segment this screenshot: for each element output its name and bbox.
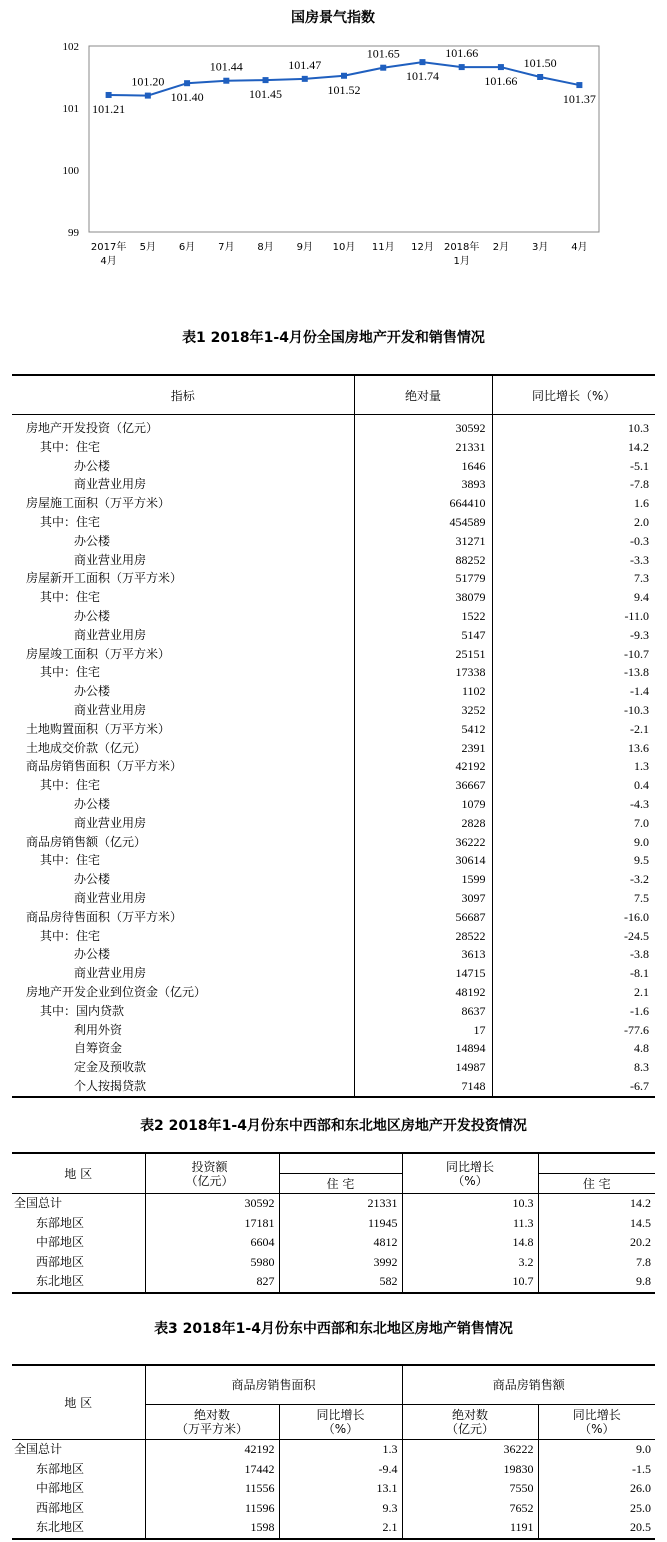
table2-header-blank2 xyxy=(538,1153,655,1174)
row-absolute: 30592 xyxy=(354,415,492,438)
data-point xyxy=(576,82,582,88)
row-growth: -3.3 xyxy=(492,551,655,570)
row-label: 利用外资 xyxy=(74,1022,123,1037)
table-row xyxy=(12,588,655,607)
row-absolute: 38079 xyxy=(354,588,492,607)
table2-title: 表2 2018年1-4月份东中西部和东北地区房地产开发投资情况 xyxy=(140,1118,527,1134)
residential: 582 xyxy=(279,1272,402,1293)
row-growth: 9.5 xyxy=(492,851,655,870)
sales: 19830 xyxy=(402,1460,538,1480)
table-row xyxy=(12,513,655,532)
growth: 11.3 xyxy=(402,1214,538,1234)
row-growth: 9.4 xyxy=(492,588,655,607)
row-growth: 1.6 xyxy=(492,494,655,513)
data-label: 101.45 xyxy=(249,87,283,102)
y-tick-label: 102 xyxy=(62,41,79,53)
data-point xyxy=(145,93,151,99)
y-tick-label: 101 xyxy=(62,103,79,115)
table-row xyxy=(12,1039,655,1058)
row-growth: -3.2 xyxy=(492,870,655,889)
table-row xyxy=(12,1253,655,1273)
region: 东部地区 xyxy=(36,1461,85,1476)
region: 东部地区 xyxy=(36,1215,85,1230)
x-tick-label: 10月 xyxy=(332,242,356,253)
row-absolute: 2828 xyxy=(354,814,492,833)
x-tick-label: 4月 xyxy=(571,242,588,253)
table-row xyxy=(12,682,655,701)
row-growth: 8.3 xyxy=(492,1058,655,1077)
row-label: 其中：住宅 xyxy=(40,514,101,529)
table-row xyxy=(12,415,655,438)
row-growth: 14.2 xyxy=(492,438,655,457)
invest: 5980 xyxy=(145,1253,279,1273)
data-point xyxy=(341,73,347,79)
area: 11556 xyxy=(145,1479,279,1499)
row-growth: 10.3 xyxy=(492,415,655,438)
residential: 21331 xyxy=(279,1194,402,1214)
sales-growth: 26.0 xyxy=(538,1479,655,1499)
area-growth: 13.1 xyxy=(279,1479,402,1499)
data-label: 101.40 xyxy=(170,90,204,105)
row-growth: -6.7 xyxy=(492,1077,655,1097)
x-tick-label: 7月 xyxy=(218,242,235,253)
row-absolute: 56687 xyxy=(354,908,492,927)
area-growth: 2.1 xyxy=(279,1518,402,1539)
table-row xyxy=(12,1021,655,1040)
growth: 10.7 xyxy=(402,1272,538,1293)
region: 全国总计 xyxy=(14,1442,63,1456)
row-growth: -10.3 xyxy=(492,701,655,720)
x-tick-label: 9月 xyxy=(296,242,313,253)
y-tick-label: 99 xyxy=(68,227,79,239)
row-growth: -1.6 xyxy=(492,1002,655,1021)
row-growth: 7.3 xyxy=(492,569,655,588)
residential-growth: 20.2 xyxy=(538,1233,655,1253)
row-absolute: 36667 xyxy=(354,776,492,795)
table-row xyxy=(12,851,655,870)
row-label: 定金及预收款 xyxy=(74,1060,147,1075)
row-absolute: 3613 xyxy=(354,945,492,964)
row-label: 其中：住宅 xyxy=(40,590,101,605)
x-tick-label: 12月 xyxy=(411,242,434,253)
data-point xyxy=(184,80,190,86)
table-row xyxy=(12,908,655,927)
table-row xyxy=(12,475,655,494)
residential: 3992 xyxy=(279,1253,402,1273)
data-label: 101.66 xyxy=(445,46,479,61)
table-row xyxy=(12,1499,655,1519)
table-row xyxy=(12,701,655,720)
row-label: 其中：住宅 xyxy=(40,928,101,943)
sales: 36222 xyxy=(402,1440,538,1460)
sales: 7652 xyxy=(402,1499,538,1519)
table-row xyxy=(12,569,655,588)
row-label: 其中：住宅 xyxy=(40,778,101,793)
row-growth: 7.0 xyxy=(492,814,655,833)
row-growth: 4.8 xyxy=(492,1039,655,1058)
table1-header-indicator: 指标 xyxy=(12,375,354,415)
table2-header-invest: 投资额 （亿元） xyxy=(145,1153,279,1194)
table-row xyxy=(12,870,655,889)
table-row xyxy=(12,833,655,852)
row-growth: -10.7 xyxy=(492,645,655,664)
row-label: 个人按揭贷款 xyxy=(74,1078,147,1093)
sales-growth: 9.0 xyxy=(538,1440,655,1460)
region: 全国总计 xyxy=(14,1196,63,1210)
row-absolute: 1646 xyxy=(354,457,492,476)
area: 17442 xyxy=(145,1460,279,1480)
row-label: 自筹资金 xyxy=(74,1041,123,1056)
residential-growth: 7.8 xyxy=(538,1253,655,1273)
invest: 30592 xyxy=(145,1194,279,1214)
row-absolute: 48192 xyxy=(354,983,492,1002)
table3 xyxy=(12,1364,655,1540)
row-growth: 2.0 xyxy=(492,513,655,532)
row-label: 办公楼 xyxy=(74,684,111,699)
row-absolute: 17 xyxy=(354,1021,492,1040)
table-row xyxy=(12,532,655,551)
table-row xyxy=(12,720,655,739)
table3-header-growth-sales: 同比增长 （%） xyxy=(538,1405,655,1440)
line-chart xyxy=(0,0,667,280)
residential: 11945 xyxy=(279,1214,402,1234)
x-tick-label: 3月 xyxy=(531,242,549,253)
row-label: 办公楼 xyxy=(74,872,111,887)
index-chart xyxy=(0,0,667,280)
row-label: 办公楼 xyxy=(74,947,111,962)
row-absolute: 1079 xyxy=(354,795,492,814)
region: 东北地区 xyxy=(36,1274,85,1288)
area: 11596 xyxy=(145,1499,279,1519)
row-label: 办公楼 xyxy=(74,533,111,548)
table-row xyxy=(12,1440,655,1460)
growth: 3.2 xyxy=(402,1253,538,1273)
table-row xyxy=(12,494,655,513)
table3-header-region: 地 区 xyxy=(12,1365,145,1440)
x-tick-label: 6月 xyxy=(178,242,196,253)
row-absolute: 3097 xyxy=(354,889,492,908)
sales-growth: -1.5 xyxy=(538,1460,655,1480)
area: 42192 xyxy=(145,1440,279,1460)
table-row xyxy=(12,1077,655,1097)
table3-header-abs-sales: 绝对数 （亿元） xyxy=(402,1405,538,1440)
residential-growth: 9.8 xyxy=(538,1272,655,1293)
row-absolute: 30614 xyxy=(354,851,492,870)
data-point xyxy=(459,64,465,70)
row-absolute: 2391 xyxy=(354,739,492,758)
row-growth: -4.3 xyxy=(492,795,655,814)
row-absolute: 7148 xyxy=(354,1077,492,1097)
row-label: 土地成交价款（亿元） xyxy=(26,740,147,755)
table-row xyxy=(12,1233,655,1253)
row-absolute: 31271 xyxy=(354,532,492,551)
invest: 827 xyxy=(145,1272,279,1293)
row-growth: -16.0 xyxy=(492,908,655,927)
table3-header-growth-area: 同比增长 （%） xyxy=(279,1405,402,1440)
row-growth: -7.8 xyxy=(492,475,655,494)
row-absolute: 14715 xyxy=(354,964,492,983)
residential: 4812 xyxy=(279,1233,402,1253)
row-label: 商业营业用房 xyxy=(74,966,147,981)
x-tick-label: 11月 xyxy=(371,242,395,253)
table3-header-area: 商品房销售面积 xyxy=(145,1365,402,1405)
row-label: 房屋新开工面积（万平方米） xyxy=(26,571,183,586)
row-absolute: 88252 xyxy=(354,551,492,570)
sales-growth: 25.0 xyxy=(538,1499,655,1519)
table-row xyxy=(12,457,655,476)
table-row xyxy=(12,889,655,908)
region: 中部地区 xyxy=(36,1235,85,1249)
table3-header-sales: 商品房销售额 xyxy=(402,1365,655,1405)
region: 中部地区 xyxy=(36,1481,85,1495)
data-point xyxy=(263,77,269,83)
table-row xyxy=(12,1460,655,1480)
table-row xyxy=(12,626,655,645)
data-point xyxy=(106,92,112,98)
row-growth: -3.8 xyxy=(492,945,655,964)
row-growth: -5.1 xyxy=(492,457,655,476)
x-tick-label: 8月 xyxy=(257,242,274,253)
row-growth: -24.5 xyxy=(492,927,655,946)
data-label: 101.66 xyxy=(484,74,518,89)
table-row xyxy=(12,776,655,795)
sales: 7550 xyxy=(402,1479,538,1499)
table-row xyxy=(12,1518,655,1539)
row-label: 商品房销售额（亿元） xyxy=(26,834,147,849)
row-absolute: 454589 xyxy=(354,513,492,532)
invest: 17181 xyxy=(145,1214,279,1234)
table1-header-growth: 同比增长（%） xyxy=(492,375,655,415)
table2-header-residential: 住 宅 xyxy=(279,1174,402,1194)
row-growth: -2.1 xyxy=(492,720,655,739)
row-absolute: 28522 xyxy=(354,927,492,946)
table-row xyxy=(12,1272,655,1293)
row-absolute: 51779 xyxy=(354,569,492,588)
table1-title: 表1 2018年1-4月份全国房地产开发和销售情况 xyxy=(182,330,485,346)
row-label: 商业营业用房 xyxy=(74,477,147,492)
row-absolute: 8637 xyxy=(354,1002,492,1021)
region: 东北地区 xyxy=(36,1520,85,1534)
data-label: 101.21 xyxy=(92,101,126,116)
table-row xyxy=(12,645,655,664)
row-growth: 0.4 xyxy=(492,776,655,795)
row-absolute: 1522 xyxy=(354,607,492,626)
row-absolute: 3252 xyxy=(354,701,492,720)
table2-header-growth: 同比增长 （%） xyxy=(402,1153,538,1194)
row-growth: -8.1 xyxy=(492,964,655,983)
row-absolute: 664410 xyxy=(354,494,492,513)
row-label: 其中：住宅 xyxy=(40,665,101,680)
row-growth: 1.3 xyxy=(492,757,655,776)
residential-growth: 14.2 xyxy=(538,1194,655,1214)
x-tick-label: 5月 xyxy=(139,242,157,253)
data-point xyxy=(380,65,386,71)
row-label: 房屋施工面积（万平方米） xyxy=(26,496,171,511)
data-label: 101.50 xyxy=(523,56,557,70)
row-absolute: 17338 xyxy=(354,663,492,682)
row-growth: -9.3 xyxy=(492,626,655,645)
row-absolute: 14987 xyxy=(354,1058,492,1077)
row-label: 商业营业用房 xyxy=(74,702,147,717)
row-label: 商业营业用房 xyxy=(74,890,147,905)
x-tick-label: 2018年 1月 xyxy=(443,242,480,267)
table3-title: 表3 2018年1-4月份东中西部和东北地区房地产销售情况 xyxy=(154,1321,513,1337)
row-label: 房地产开发企业到位资金（亿元） xyxy=(26,984,207,999)
row-growth: -1.4 xyxy=(492,682,655,701)
row-growth: -11.0 xyxy=(492,607,655,626)
table-row xyxy=(12,607,655,626)
data-label: 101.44 xyxy=(209,59,243,74)
row-growth: 7.5 xyxy=(492,889,655,908)
row-absolute: 1599 xyxy=(354,870,492,889)
row-absolute: 14894 xyxy=(354,1039,492,1058)
row-growth: -13.8 xyxy=(492,663,655,682)
table-row xyxy=(12,739,655,758)
table2 xyxy=(12,1152,655,1294)
table-row xyxy=(12,757,655,776)
row-label: 商业营业用房 xyxy=(74,627,147,642)
table-row xyxy=(12,1002,655,1021)
sales-growth: 20.5 xyxy=(538,1518,655,1539)
table2-header-residential-growth: 住 宅 xyxy=(538,1174,655,1194)
x-tick-label: 2月 xyxy=(492,242,510,253)
row-label: 商品房待售面积（万平方米） xyxy=(26,909,183,924)
data-point xyxy=(419,59,425,65)
data-label: 101.47 xyxy=(288,57,322,72)
row-label: 办公楼 xyxy=(74,796,111,811)
table-row xyxy=(12,927,655,946)
y-tick-label: 100 xyxy=(62,165,79,177)
table1-header-absolute: 绝对量 xyxy=(354,375,492,415)
row-growth: 9.0 xyxy=(492,833,655,852)
row-growth: 2.1 xyxy=(492,983,655,1002)
chart-title: 国房景气指数 xyxy=(291,10,375,26)
data-point xyxy=(302,76,308,82)
row-label: 其中：国内贷款 xyxy=(40,1003,125,1018)
data-label: 101.74 xyxy=(405,69,439,84)
data-point xyxy=(498,64,504,70)
table-row xyxy=(12,983,655,1002)
table-row xyxy=(12,814,655,833)
table3-header-abs-area: 绝对数 （万平方米） xyxy=(145,1405,279,1440)
table-row xyxy=(12,663,655,682)
row-label: 办公楼 xyxy=(74,458,111,473)
row-label: 商业营业用房 xyxy=(74,815,147,830)
row-label: 土地购置面积（万平方米） xyxy=(26,721,171,736)
residential-growth: 14.5 xyxy=(538,1214,655,1234)
area-growth: 1.3 xyxy=(279,1440,402,1460)
row-absolute: 21331 xyxy=(354,438,492,457)
row-label: 房屋竣工面积（万平方米） xyxy=(26,646,171,661)
row-absolute: 3893 xyxy=(354,475,492,494)
row-label: 房地产开发投资（亿元） xyxy=(26,421,159,435)
table2-header-blank xyxy=(279,1153,402,1174)
data-label: 101.65 xyxy=(366,46,400,61)
table-row xyxy=(12,964,655,983)
row-label: 其中：住宅 xyxy=(40,853,101,868)
table1 xyxy=(12,374,655,1098)
row-absolute: 1102 xyxy=(354,682,492,701)
data-point xyxy=(537,74,543,80)
row-absolute: 5412 xyxy=(354,720,492,739)
row-label: 办公楼 xyxy=(74,608,111,623)
data-label: 101.37 xyxy=(562,92,596,107)
area-growth: -9.4 xyxy=(279,1460,402,1480)
area-growth: 9.3 xyxy=(279,1499,402,1519)
table-row xyxy=(12,551,655,570)
table-row xyxy=(12,1194,655,1214)
x-tick-label: 2017年 4月 xyxy=(90,242,127,267)
region: 西部地区 xyxy=(36,1500,85,1515)
row-absolute: 42192 xyxy=(354,757,492,776)
row-label: 商品房销售面积（万平方米） xyxy=(26,759,183,774)
table-row xyxy=(12,1214,655,1234)
row-absolute: 36222 xyxy=(354,833,492,852)
row-absolute: 5147 xyxy=(354,626,492,645)
invest: 6604 xyxy=(145,1233,279,1253)
row-growth: -77.6 xyxy=(492,1021,655,1040)
data-label: 101.52 xyxy=(327,82,361,97)
table-row xyxy=(12,795,655,814)
table-row xyxy=(12,1058,655,1077)
area: 1598 xyxy=(145,1518,279,1539)
row-growth: 13.6 xyxy=(492,739,655,758)
table-row xyxy=(12,1479,655,1499)
data-point xyxy=(223,78,229,84)
row-absolute: 25151 xyxy=(354,645,492,664)
region: 西部地区 xyxy=(36,1254,85,1269)
table-row xyxy=(12,945,655,964)
row-label: 商业营业用房 xyxy=(74,552,147,567)
sales: 1191 xyxy=(402,1518,538,1539)
row-growth: -0.3 xyxy=(492,532,655,551)
growth: 14.8 xyxy=(402,1233,538,1253)
data-label: 101.20 xyxy=(131,74,165,89)
table-row xyxy=(12,438,655,457)
row-label: 其中：住宅 xyxy=(40,439,101,454)
growth: 10.3 xyxy=(402,1194,538,1214)
table2-header-region: 地 区 xyxy=(12,1153,145,1194)
